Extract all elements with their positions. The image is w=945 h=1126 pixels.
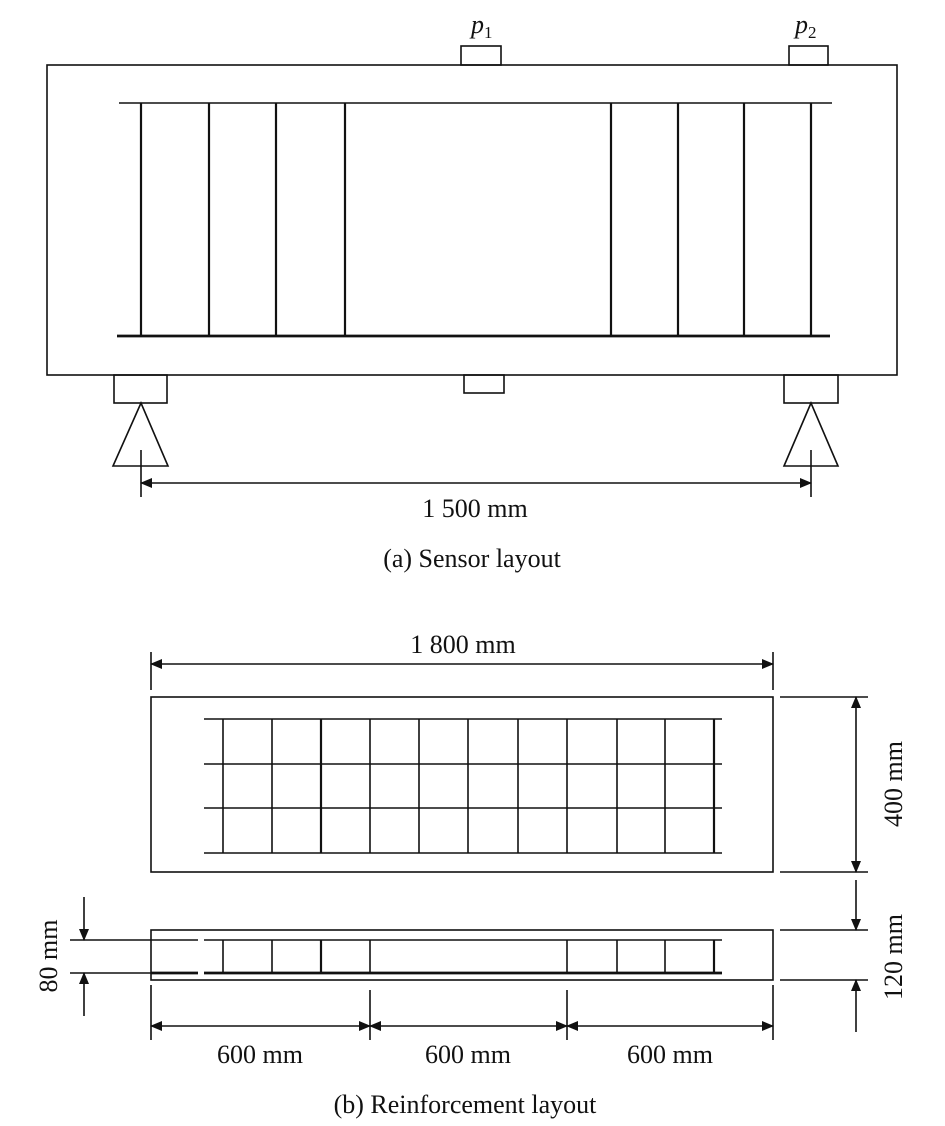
panel-a-sensor-layout [47,10,897,573]
plan-outline [151,697,773,872]
thickness-label: 120 mm [879,914,908,1000]
beam-outline [47,65,897,375]
depth-label: 80 mm [34,919,63,993]
thickness-dimension [780,880,868,1032]
segment-label-1: 600 mm [217,1040,303,1069]
width-dimension [780,697,868,872]
support-plate-right [784,375,838,403]
span-dimension [141,450,811,497]
length-label: 1 800 mm [410,630,516,659]
caption-b: (b) Reinforcement layout [333,1090,597,1119]
caption-a: (a) Sensor layout [383,544,561,573]
stirrups-a [141,103,811,336]
center-sensor-plate [464,375,504,393]
load-plate-p2 [789,46,828,65]
span-label: 1 500 mm [422,494,528,523]
load-plate-p1 [461,46,501,65]
plan-rebar-mesh [204,719,722,853]
load-label-p2: p2 [795,10,817,42]
width-label: 400 mm [879,741,908,827]
panel-b-reinforcement-layout [34,630,908,1119]
load-label-p1: p1 [471,10,493,42]
segment-label-3: 600 mm [627,1040,713,1069]
elevation-rebar [151,940,722,973]
segment-dimensions [151,985,773,1040]
segment-label-2: 600 mm [425,1040,511,1069]
support-plate-left [114,375,167,403]
depth-dimension [70,897,151,1016]
